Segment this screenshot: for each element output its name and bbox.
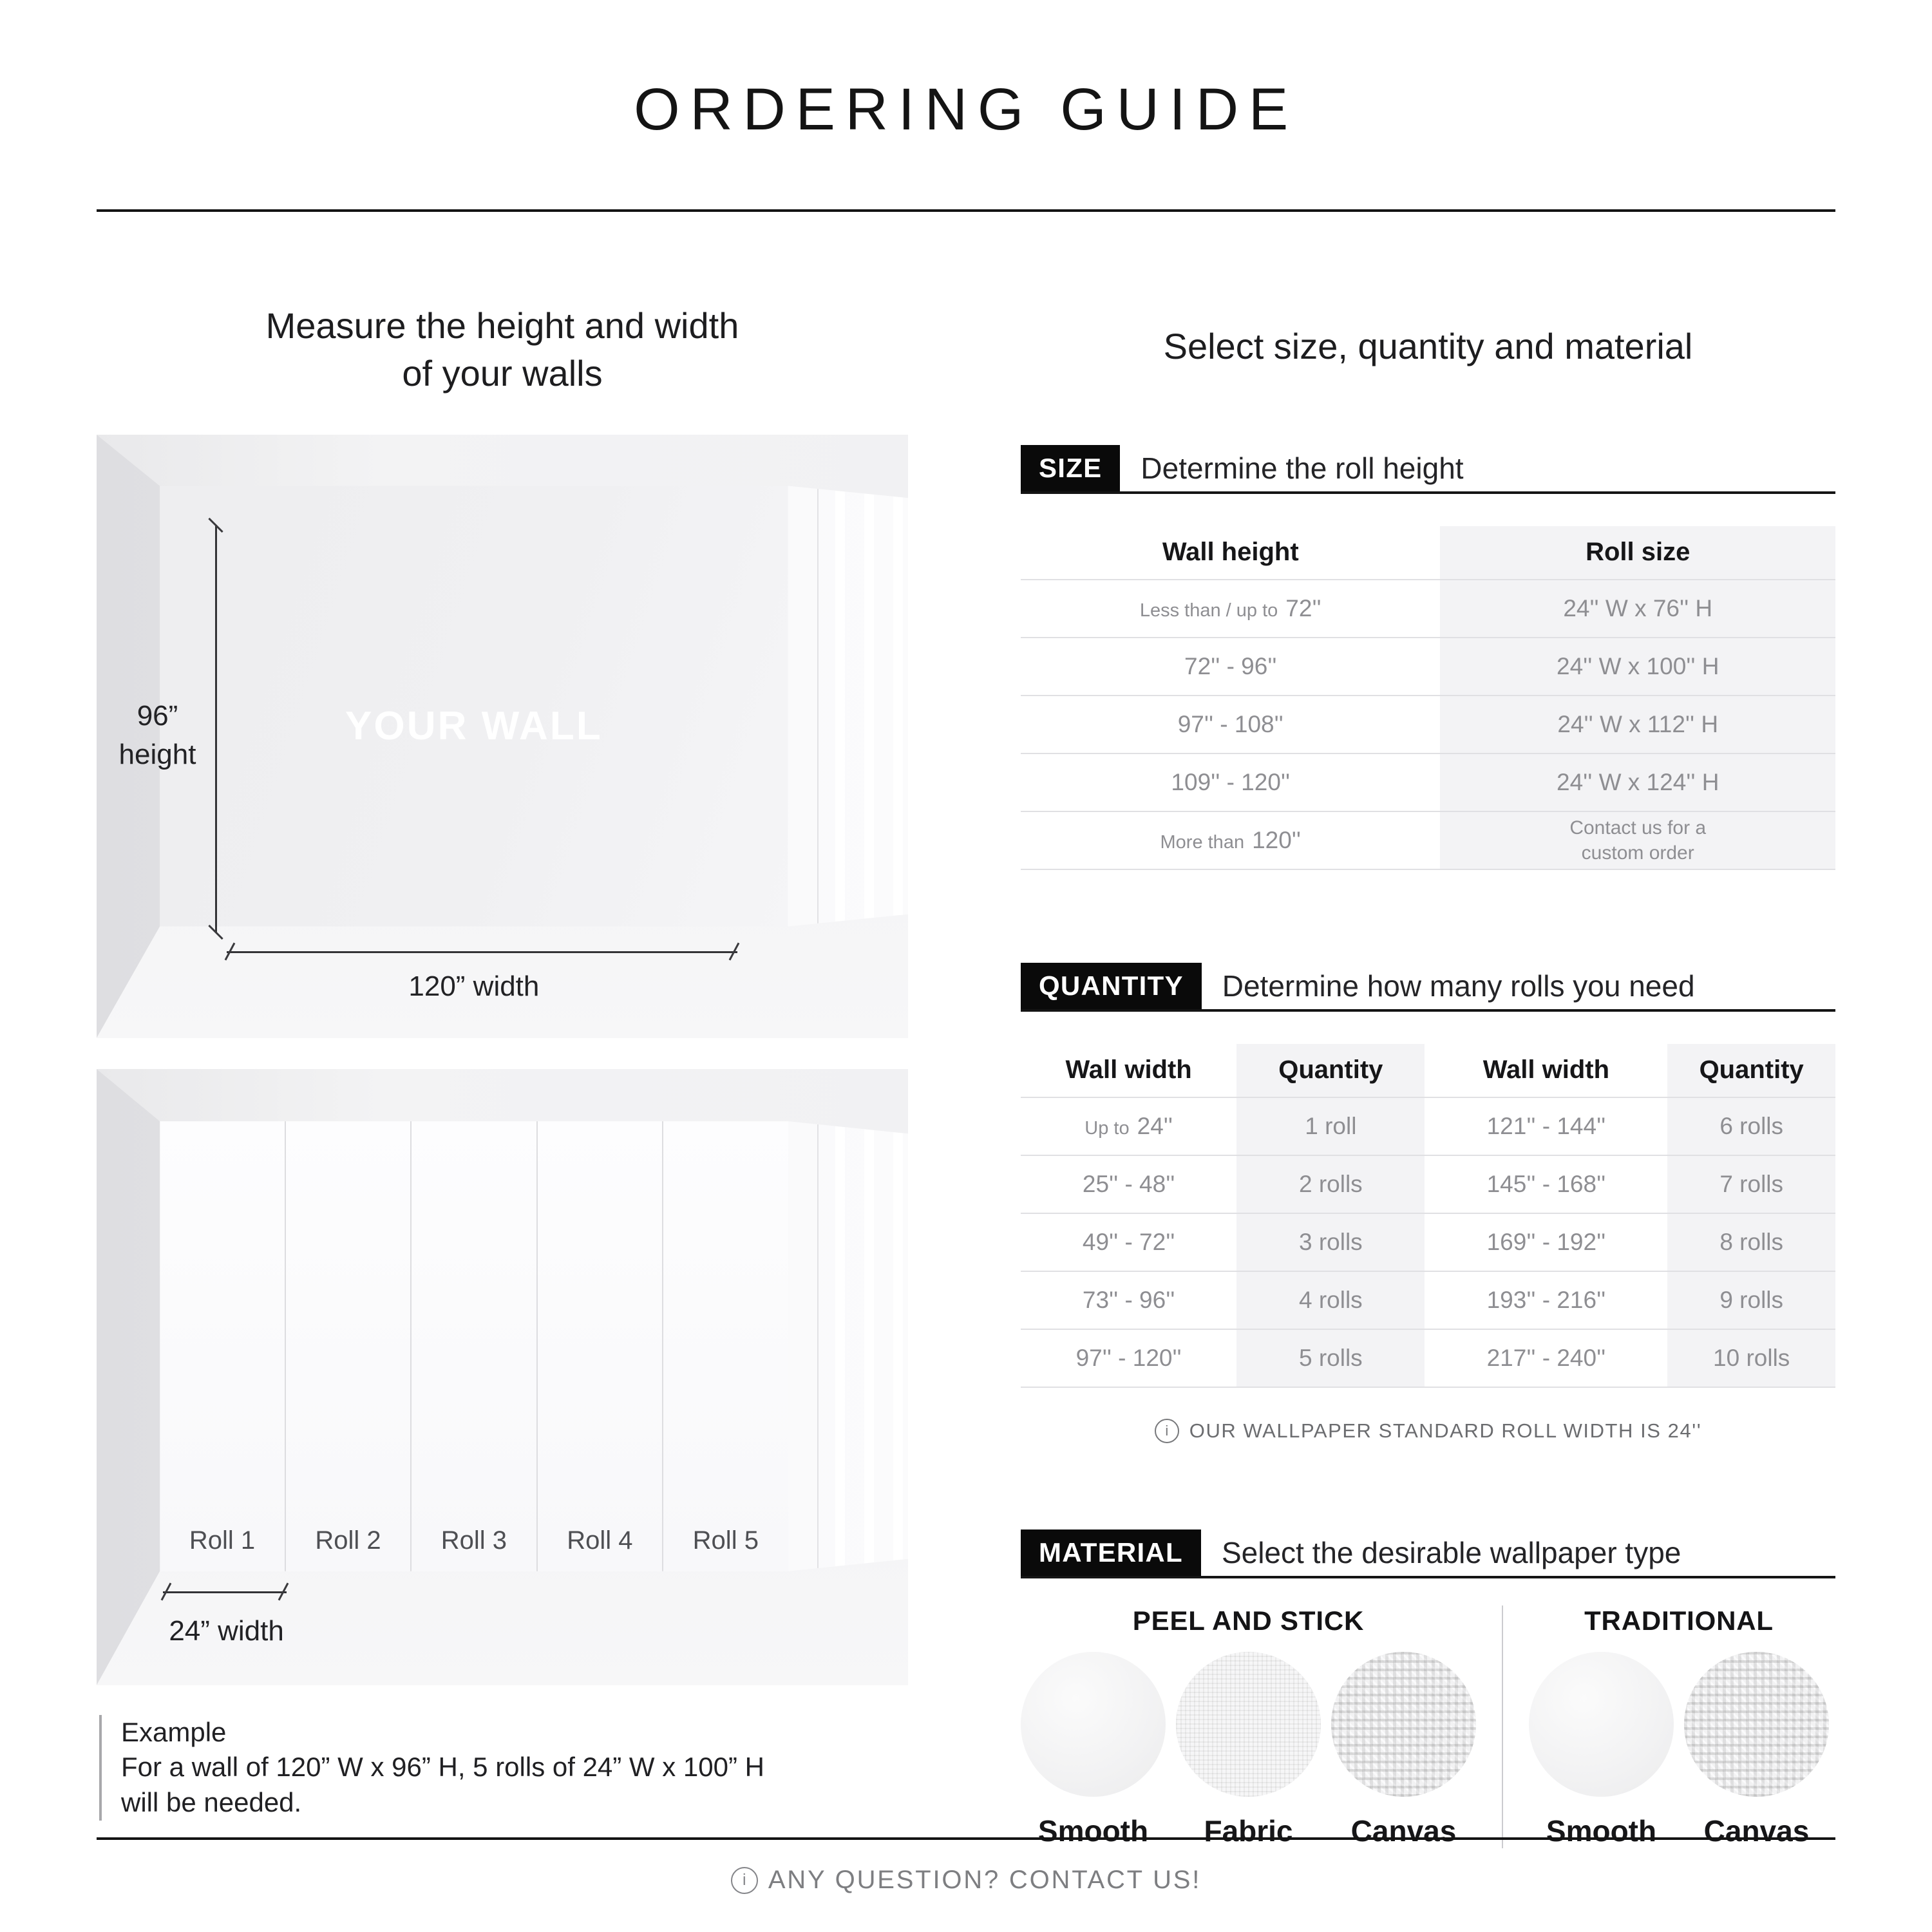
info-icon: i (731, 1867, 758, 1894)
measure-heading-line2: of your walls (402, 352, 603, 393)
size-section-header (1021, 445, 1835, 494)
wall-width-value: 121'' - 144'' (1486, 1112, 1606, 1139)
roll-size-value: 24'' W x 100'' H (1557, 652, 1719, 679)
size-table (1021, 526, 1835, 870)
canvas-swatch (1684, 1652, 1829, 1797)
quantity-table-row (1021, 1271, 1835, 1329)
roll-label: Roll 2 (315, 1526, 381, 1555)
roll-size-value: 24'' W x 124'' H (1557, 768, 1719, 795)
material-section-header (1021, 1530, 1835, 1578)
quantity-badge: QUANTITY (1021, 963, 1202, 1009)
quantity-value: 1 roll (1305, 1112, 1357, 1139)
quantity-table-row (1021, 1329, 1835, 1387)
width-dimension-label: 120” width (408, 970, 540, 1002)
swatch-label: Fabric (1204, 1814, 1293, 1848)
quantity-table-row (1021, 1155, 1835, 1213)
quantity-section-header (1021, 963, 1835, 1012)
roll-width-dimension-line (163, 1591, 287, 1593)
swatch-item (1176, 1652, 1321, 1848)
wall-width-value: 193'' - 216'' (1486, 1286, 1606, 1313)
quantity-value: 9 rolls (1719, 1286, 1784, 1313)
quantity-header: Quantity (1699, 1056, 1804, 1084)
wall-width-header: Wall width (1065, 1056, 1192, 1084)
wall-height-value: 72'' - 96'' (1184, 652, 1277, 679)
select-column (1021, 212, 1835, 1848)
wall-height-header: Wall height (1162, 538, 1299, 567)
size-table-header-row (1021, 526, 1835, 579)
roll-label: Roll 5 (692, 1526, 759, 1555)
quantity-subtitle: Determine how many rolls you need (1222, 969, 1695, 1003)
roll-panel (538, 1121, 663, 1571)
roll-panel (663, 1121, 788, 1571)
size-table-row (1021, 811, 1835, 869)
wall-width-value: 217'' - 240'' (1486, 1344, 1606, 1371)
roll-size-value: 24'' W x 76'' H (1563, 594, 1713, 621)
swatch-item (1331, 1652, 1476, 1848)
roll-panel (286, 1121, 412, 1571)
size-subtitle: Determine the roll height (1141, 451, 1464, 485)
swatch-label: Canvas (1350, 1814, 1457, 1848)
wall-width-value: 73'' - 96'' (1082, 1286, 1175, 1313)
size-table-row (1021, 695, 1835, 753)
example-title: Example (121, 1716, 227, 1747)
wallpaper-rolls (160, 1121, 788, 1573)
material-groups (1021, 1605, 1835, 1848)
size-table-row (1021, 637, 1835, 695)
main-content (0, 212, 1932, 1848)
quantity-header: Quantity (1278, 1056, 1383, 1084)
wall-height-prefix: More than (1160, 831, 1245, 853)
your-wall-label: YOUR WALL (345, 703, 603, 748)
roll-size-header: Roll size (1586, 538, 1690, 567)
traditional-swatches (1529, 1652, 1829, 1848)
height-dimension-line (215, 525, 217, 932)
quantity-value: 2 rolls (1298, 1170, 1363, 1197)
example-line2: will be needed. (121, 1787, 302, 1817)
roll-label: Roll 4 (567, 1526, 633, 1555)
wall-height-value: 97'' - 108'' (1177, 710, 1283, 737)
measure-heading-line1: Measure the height and width (265, 305, 739, 346)
wall-width-value: 169'' - 192'' (1486, 1228, 1606, 1255)
quantity-table-header-row (1021, 1044, 1835, 1097)
swatch-label: Smooth (1546, 1814, 1657, 1848)
material-badge: MATERIAL (1021, 1530, 1201, 1576)
quantity-value: 10 rolls (1713, 1344, 1790, 1371)
footer-contact-text: ANY QUESTION? CONTACT US! (768, 1866, 1202, 1894)
swatch-item (1529, 1652, 1674, 1848)
select-heading: Select size, quantity and material (1163, 326, 1693, 366)
size-badge: SIZE (1021, 445, 1120, 491)
roll-panel (412, 1121, 537, 1571)
footer-contact (97, 1866, 1835, 1895)
quantity-value: 8 rolls (1719, 1228, 1784, 1255)
quantity-table (1021, 1044, 1835, 1388)
roll-label: Roll 1 (189, 1526, 256, 1555)
wall-height-value: 120'' (1252, 826, 1301, 853)
peel-and-stick-label: PEEL AND STICK (1132, 1605, 1365, 1636)
quantity-value: 4 rolls (1298, 1286, 1363, 1313)
roll-width-note (1021, 1419, 1835, 1443)
info-icon: i (1155, 1419, 1179, 1443)
wall-height-prefix: Less than / up to (1139, 600, 1278, 621)
wall-height-value: 109'' - 120'' (1171, 768, 1291, 795)
wall-width-header: Wall width (1482, 1056, 1610, 1084)
peel-and-stick-swatches (1021, 1652, 1476, 1848)
swatch-item (1684, 1652, 1829, 1848)
fabric-swatch (1176, 1652, 1321, 1797)
wall-width-value: 145'' - 168'' (1486, 1170, 1606, 1197)
height-word: height (118, 738, 196, 770)
smooth-swatch (1529, 1652, 1674, 1797)
roll-label: Roll 3 (440, 1526, 507, 1555)
room-illustration-rolls (97, 1069, 908, 1685)
wall-width-value: 97'' - 120'' (1075, 1344, 1182, 1371)
room-illustration-measure (97, 435, 908, 1038)
swatch-label: Canvas (1703, 1814, 1810, 1848)
example-line1: For a wall of 120” W x 96” H, 5 rolls of 24” W x 100” H (121, 1752, 764, 1783)
roll-size-value: Contact us for a custom order (1569, 817, 1707, 864)
wall-width-value: 25'' - 48'' (1082, 1170, 1175, 1197)
measure-heading (97, 302, 908, 397)
size-table-row (1021, 579, 1835, 637)
height-value: 96” (137, 700, 178, 732)
footer (97, 1837, 1835, 1895)
smooth-swatch (1021, 1652, 1166, 1797)
roll-width-dimension-label: 24” width (169, 1615, 284, 1647)
height-dimension-label (109, 697, 206, 773)
roll-width-note-text: OUR WALLPAPER STANDARD ROLL WIDTH IS 24'' (1189, 1419, 1702, 1442)
wall-width-prefix: Up to (1084, 1117, 1130, 1139)
example-accent-bar (99, 1715, 102, 1821)
wall-height-value: 72'' (1285, 594, 1321, 621)
quantity-value: 7 rolls (1719, 1170, 1784, 1197)
material-subtitle: Select the desirable wallpaper type (1221, 1535, 1681, 1569)
canvas-swatch (1331, 1652, 1476, 1797)
roll-panel (160, 1121, 285, 1571)
quantity-value: 5 rolls (1298, 1344, 1363, 1371)
traditional-group (1529, 1605, 1829, 1848)
width-dimension-line (227, 951, 738, 953)
quantity-value: 6 rolls (1719, 1112, 1784, 1139)
swatch-label: Smooth (1037, 1814, 1149, 1848)
traditional-label: TRADITIONAL (1584, 1605, 1774, 1636)
roll-size-value: 24'' W x 112'' H (1557, 710, 1719, 737)
swatch-item (1021, 1652, 1166, 1848)
example-text (121, 1715, 764, 1821)
measure-column (97, 212, 908, 1821)
size-table-row (1021, 753, 1835, 811)
wall-width-value: 24'' (1137, 1112, 1173, 1139)
quantity-table-row (1021, 1213, 1835, 1271)
peel-and-stick-group (1021, 1605, 1476, 1848)
example-block (99, 1715, 908, 1821)
quantity-value: 3 rolls (1298, 1228, 1363, 1255)
material-group-divider (1502, 1605, 1503, 1848)
wall-width-value: 49'' - 72'' (1082, 1228, 1175, 1255)
page-title: ORDERING GUIDE (634, 77, 1298, 142)
quantity-table-row (1021, 1097, 1835, 1155)
